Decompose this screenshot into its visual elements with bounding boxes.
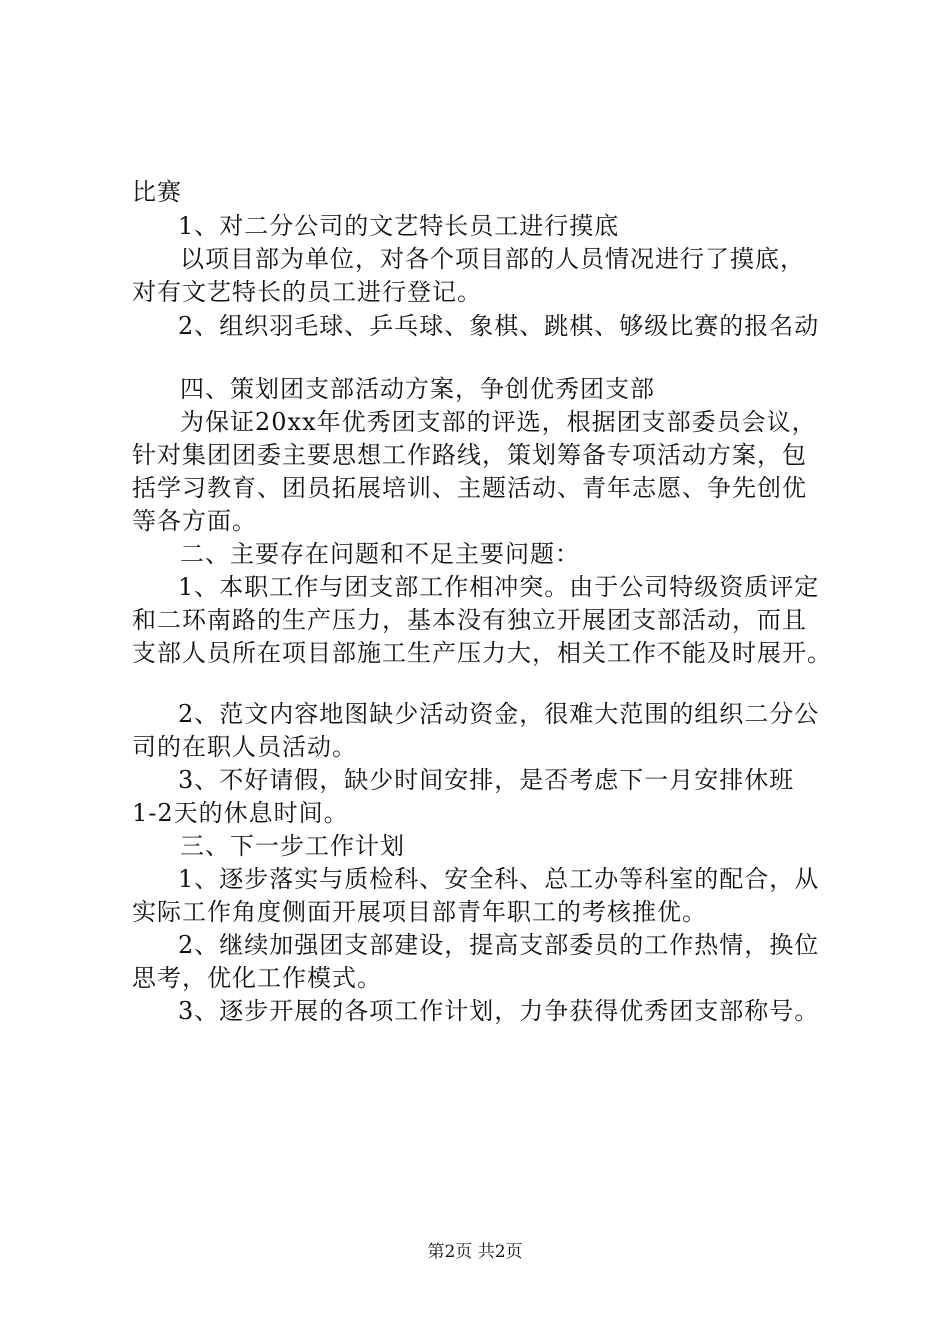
page-footer: 第2页 共2页 [427,1242,523,1262]
text-line: 3、逐步开展的各项工作计划，力争获得优秀团支部称号。 [178,997,820,1025]
text-line: 以项目部为单位，对各个项目部的人员情况进行了摸底， [180,245,805,273]
text-line: 1、本职工作与团支部工作相冲突。由于公司特级资质评定 [178,573,820,601]
section-heading: 二、主要存在问题和不足主要问题： [180,540,580,568]
text-line: 比赛 [132,178,182,206]
text-line: 1-2天的休息时间。 [132,799,349,827]
text-line: 思考，优化工作模式。 [132,964,382,992]
text-line: 2、组织羽毛球、乒乓球、象棋、跳棋、够级比赛的报名动 [178,312,820,340]
text-line: 司的在职人员活动。 [132,733,357,761]
text-line: 为保证20xx年优秀团支部的评选，根据团支部委员会议， [180,408,817,436]
text-line: 支部人员所在项目部施工生产压力大，相关工作不能及时展开。 [132,639,832,667]
text-line: 1、对二分公司的文艺特长员工进行摸底 [178,212,620,240]
section-heading: 三、下一步工作计划 [180,832,405,860]
text-line: 1、逐步落实与质检科、安全科、总工办等科室的配合，从 [178,865,820,893]
text-line: 2、范文内容地图缺少活动资金，很难大范围的组织二分公 [178,700,820,728]
text-line: 和二环南路的生产压力，基本没有独立开展团支部活动，而且 [132,606,807,634]
text-line: 对有文艺特长的员工进行登记。 [132,278,482,306]
section-heading: 四、策划团支部活动方案，争创优秀团支部 [180,375,655,403]
text-line: 括学习教育、团员拓展培训、主题活动、青年志愿、争先创优 [132,474,807,502]
text-line: 等各方面。 [132,507,257,535]
text-line: 3、不好请假，缺少时间安排，是否考虑下一月安排休班 [178,766,795,794]
text-line: 实际工作角度侧面开展项目部青年职工的考核推优。 [132,898,707,926]
text-line: 针对集团团委主要思想工作路线，策划筹备专项活动方案，包 [132,441,807,469]
text-line: 2、继续加强团支部建设，提高支部委员的工作热情，换位 [178,931,820,959]
